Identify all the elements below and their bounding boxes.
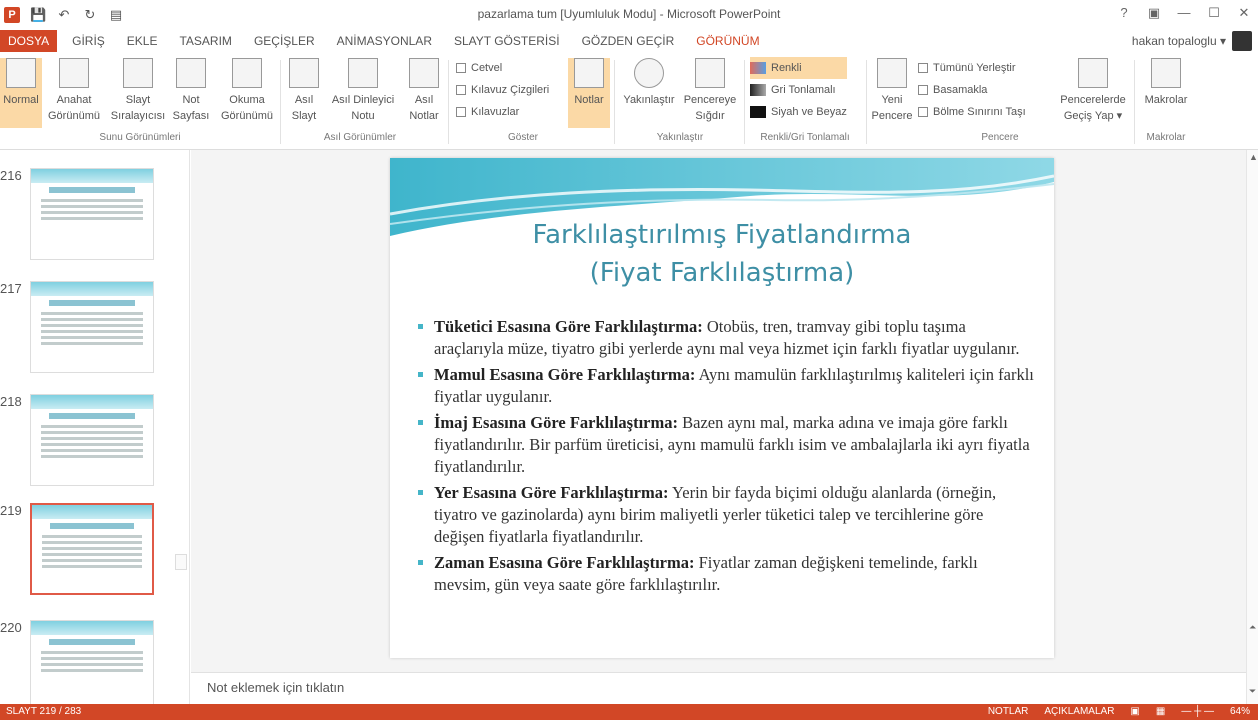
- slide-thumbnail-pane: [0, 150, 190, 704]
- slide-title-line: (Fiyat Farklılaştırma): [589, 258, 855, 288]
- cascade-button[interactable]: Basamakla: [918, 79, 1026, 101]
- color-option[interactable]: Renkli: [750, 57, 847, 79]
- split-icon: [918, 107, 928, 117]
- bullet-text: Bazen aynı mal, marka adına ve imaja göre farklı fiyatlandırılır. Bir parfüm üreticisi, aynı mamulü farklı isim ve ambalajlarla iki ayrı fiyatla fiyatlandırılır.: [434, 413, 1030, 476]
- user-name[interactable]: hakan topaloglu ▾: [1131, 34, 1226, 48]
- undo-icon[interactable]: ↶: [58, 7, 70, 22]
- tab-view[interactable]: GÖRÜNÜM: [696, 34, 760, 48]
- group-separator: [448, 60, 449, 144]
- scroll-up-icon[interactable]: ▲: [1249, 152, 1258, 162]
- bullet-text: Fiyatlar zaman değişkeni temelinde, farklı mevsim, gün veya saate göre farklılaştırılır.: [434, 553, 978, 594]
- bullet-text: Yerin bir fayda biçimi olduğu alanlarda (örneğin, tiyatro ve gazinolarda) aynı birim maliyetli yerler tüketici talep ve tercihlerine göre değişen fiyatlarla fiyatlandırılır.: [434, 483, 997, 546]
- grayscale-option[interactable]: Gri Tonlamalı: [750, 79, 847, 101]
- group-label-zoom: Yakınlaştır: [656, 132, 704, 143]
- normal-view-status-icon[interactable]: ▣: [1130, 706, 1140, 717]
- slide-preview[interactable]: [30, 503, 154, 595]
- bullet-heading: Tüketici Esasına Göre Farklılaştırma:: [434, 317, 703, 336]
- outline-view-icon: [59, 58, 89, 88]
- group-separator: [744, 60, 745, 144]
- bullet-heading: Yer Esasına Göre Farklılaştırma:: [434, 483, 669, 502]
- notes-status-button[interactable]: NOTLAR: [987, 706, 1029, 717]
- slide-title[interactable]: [390, 216, 1054, 292]
- ruler-checkbox[interactable]: Cetvel: [456, 57, 549, 79]
- group-separator: [866, 60, 867, 144]
- split-button[interactable]: Bölme Sınırını Taşı: [918, 101, 1026, 123]
- tab-file[interactable]: DOSYA: [0, 30, 57, 52]
- tab-insert[interactable]: EKLE: [126, 34, 158, 48]
- bullet-heading: İmaj Esasına Göre Farklılaştırma:: [434, 413, 678, 432]
- slide-preview[interactable]: [30, 620, 154, 704]
- maximize-button[interactable]: ☐: [1208, 5, 1220, 20]
- switch-windows-button[interactable]: Pencerelerde Geçiş Yap ▾: [1056, 58, 1130, 124]
- powerpoint-logo-icon: P: [4, 7, 20, 23]
- slide-thumbnail-selected[interactable]: [0, 489, 190, 589]
- ribbon-tabs: [0, 30, 1258, 52]
- switch-windows-icon: [1078, 58, 1108, 88]
- bullet-item: [416, 552, 1036, 596]
- notes-icon: [574, 58, 604, 88]
- slide-number: 220: [0, 620, 22, 635]
- save-icon[interactable]: 💾: [30, 7, 47, 22]
- zoom-level[interactable]: 64%: [1229, 706, 1250, 717]
- arrange-all-button[interactable]: Tümünü Yerleştir: [918, 57, 1026, 79]
- tab-review[interactable]: GÖZDEN GEÇİR: [581, 34, 675, 48]
- bullet-heading: Mamul Esasına Göre Farklılaştırma:: [434, 365, 696, 384]
- fit-window-icon: [695, 58, 725, 88]
- slide-preview[interactable]: [30, 394, 154, 486]
- redo-icon[interactable]: ↻: [84, 7, 96, 22]
- status-controls: [988, 706, 1250, 717]
- handout-master-icon: [348, 58, 378, 88]
- group-separator: [1134, 60, 1135, 144]
- bw-swatch-icon: [750, 106, 766, 118]
- slide-number: 216: [0, 168, 22, 183]
- zoom-slider[interactable]: — ┼ —: [1181, 706, 1214, 717]
- window-title: pazarlama tum [Uyumluluk Modu] - Microsoft PowerPoint: [477, 7, 781, 21]
- cascade-icon: [918, 85, 928, 95]
- show-options: [456, 57, 549, 123]
- group-label-master-views: Asıl Görünümler: [323, 132, 397, 143]
- notes-page-button[interactable]: Not Sayfası: [170, 58, 212, 124]
- zoom-button[interactable]: Yakınlaştır: [620, 58, 678, 108]
- slide-title-line: Farklılaştırılmış Fiyatlandırma: [532, 220, 912, 250]
- ribbon-display-icon[interactable]: ▣: [1147, 5, 1161, 20]
- normal-view-icon: [6, 58, 36, 88]
- window-options: [918, 57, 1026, 123]
- close-button[interactable]: ✕: [1238, 5, 1250, 20]
- status-bar: [0, 704, 1258, 720]
- fit-to-window-button[interactable]: Pencereye Sığdır: [680, 58, 740, 124]
- checkbox-icon[interactable]: [456, 85, 466, 95]
- vertical-scrollbar[interactable]: [1246, 150, 1258, 704]
- thumbnail-scrollbar-thumb[interactable]: [175, 554, 187, 570]
- magnifier-icon: [634, 58, 664, 88]
- slide-number: 218: [0, 394, 22, 409]
- slide-editing-canvas: [191, 150, 1246, 704]
- arrange-all-icon: [918, 63, 928, 73]
- bullet-text: Aynı mamulün farklılaştırılmış kaliteleri için farklı fiyatlar uygulanır.: [434, 365, 1034, 406]
- tab-transitions[interactable]: GEÇİŞLER: [253, 34, 315, 48]
- title-bar: [0, 0, 1258, 30]
- slide-sorter-icon: [123, 58, 153, 88]
- current-slide[interactable]: [390, 158, 1054, 658]
- tab-slideshow[interactable]: SLAYT GÖSTERİSİ: [453, 34, 560, 48]
- group-label-macros: Makrolar: [1146, 132, 1186, 143]
- color-swatch-icon: [750, 62, 766, 74]
- notes-pane[interactable]: [191, 672, 1246, 704]
- group-separator: [614, 60, 615, 144]
- bullet-item: [416, 316, 1036, 360]
- prev-slide-icon[interactable]: ⏶: [1249, 622, 1257, 632]
- bullet-heading: Zaman Esasına Göre Farklılaştırma:: [434, 553, 695, 572]
- color-options: [750, 57, 847, 123]
- next-slide-icon[interactable]: ⏷: [1249, 686, 1257, 696]
- slide-thumbnail[interactable]: [0, 267, 190, 367]
- help-icon[interactable]: ?: [1120, 5, 1128, 20]
- outline-view-button[interactable]: Anahat Görünümü: [44, 58, 104, 124]
- comments-status-button[interactable]: AÇIKLAMALAR: [1044, 706, 1115, 717]
- tab-animations[interactable]: ANİMASYONLAR: [336, 34, 432, 48]
- slide-preview[interactable]: [30, 281, 154, 373]
- bullet-item: [416, 364, 1036, 408]
- handout-master-button[interactable]: Asıl Dinleyici Notu: [326, 58, 400, 124]
- reading-view-button[interactable]: Okuma Görünümü: [218, 58, 276, 124]
- macros-button[interactable]: Makrolar: [1140, 58, 1192, 108]
- ribbon: [0, 52, 1258, 150]
- avatar[interactable]: [1232, 31, 1252, 51]
- user-account[interactable]: [1132, 30, 1252, 52]
- grayscale-swatch-icon: [750, 84, 766, 96]
- notes-master-button[interactable]: Asıl Notlar: [404, 58, 444, 124]
- group-label-window: Pencere: [981, 132, 1019, 143]
- window-controls: [1116, 5, 1252, 21]
- bullet-text: Otobüs, tren, tramvay gibi toplu taşıma araçlarıyla müze, tiyatro gibi yerlerde aynı mal veya hizmet için farklı fiyatlar uygulanır.: [434, 317, 1020, 358]
- notes-page-icon: [176, 58, 206, 88]
- macros-icon: [1151, 58, 1181, 88]
- tab-home[interactable]: GİRİŞ: [72, 34, 105, 48]
- group-label-color: Renkli/Gri Tonlamalı: [760, 132, 850, 143]
- bullet-item: [416, 482, 1036, 548]
- slide-sorter-button[interactable]: Slayt Sıralayıcısı: [110, 58, 166, 124]
- black-white-option[interactable]: Siyah ve Beyaz: [750, 101, 847, 123]
- group-label-presentation-views: Sunu Görünümleri: [99, 132, 181, 143]
- tab-design[interactable]: TASARIM: [179, 34, 232, 48]
- sorter-view-status-icon[interactable]: ▦: [1155, 706, 1166, 717]
- guides-checkbox[interactable]: Kılavuzlar: [456, 101, 549, 123]
- minimize-button[interactable]: —: [1177, 5, 1191, 20]
- checkbox-icon[interactable]: [456, 107, 466, 117]
- new-window-icon: [877, 58, 907, 88]
- group-label-show: Göster: [507, 132, 538, 143]
- notes-placeholder[interactable]: Not eklemek için tıklatın: [207, 680, 345, 695]
- slide-thumbnail[interactable]: [0, 606, 190, 704]
- reading-view-icon: [232, 58, 262, 88]
- new-window-button[interactable]: Yeni Pencere: [870, 58, 914, 124]
- checkbox-icon[interactable]: [456, 63, 466, 73]
- slide-thumbnail[interactable]: [0, 154, 190, 254]
- group-separator: [280, 60, 281, 144]
- bullet-item: [416, 412, 1036, 478]
- slide-preview[interactable]: [30, 168, 154, 260]
- slide-number: 219: [0, 503, 22, 518]
- slide-body[interactable]: [416, 316, 1036, 600]
- slide-number: 217: [0, 281, 22, 296]
- notes-master-icon: [409, 58, 439, 88]
- present-icon[interactable]: ▤: [109, 7, 123, 22]
- slide-master-button[interactable]: Asıl Slayt: [286, 58, 322, 124]
- normal-view-button[interactable]: Normal: [0, 58, 42, 128]
- slide-counter: SLAYT 219 / 283: [6, 706, 82, 717]
- slide-master-icon: [289, 58, 319, 88]
- gridlines-checkbox[interactable]: Kılavuz Çizgileri: [456, 79, 549, 101]
- slide-thumbnail[interactable]: [0, 380, 190, 480]
- notes-toggle-button[interactable]: Notlar: [568, 58, 610, 128]
